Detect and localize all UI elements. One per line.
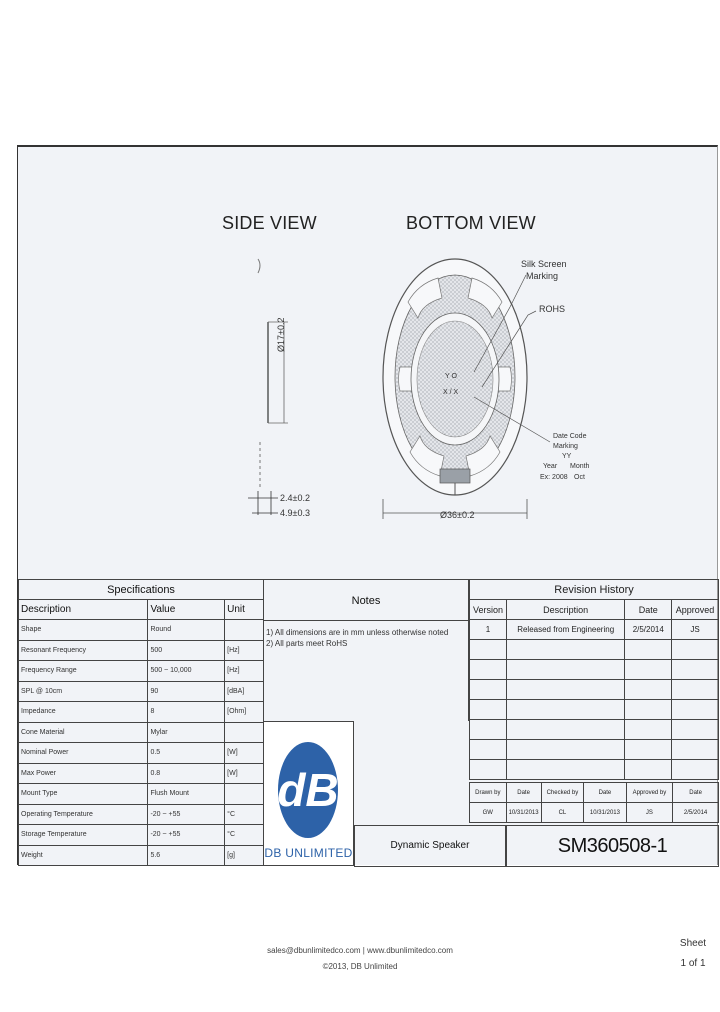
spec-cell-description: Weight: [19, 845, 148, 866]
sheet-label: Sheet: [679, 938, 707, 949]
rev-header-version: Version: [470, 600, 507, 620]
spec-cell-value: Round: [148, 620, 225, 641]
revision-cell-description: [506, 760, 624, 780]
revision-cell-approved: [672, 720, 719, 740]
revision-cell-date: [625, 640, 672, 660]
checked-date-value: 10/31/2013: [584, 803, 626, 823]
spec-cell-unit: [W]: [225, 763, 264, 784]
spec-cell-unit: [225, 722, 264, 743]
revision-cell-version: [470, 640, 507, 660]
bottom-diameter-dim: Ø36±0.2: [440, 510, 475, 520]
revision-cell-approved: [672, 760, 719, 780]
spec-cell-value: 500 ~ 10,000: [148, 661, 225, 682]
part-number: SM360508-1: [506, 825, 719, 867]
revision-cell-description: [506, 680, 624, 700]
spec-cell-description: Storage Temperature: [19, 825, 148, 846]
revision-cell-description: Released from Engineering: [506, 620, 624, 640]
revision-cell-description: [506, 700, 624, 720]
spec-cell-description: Cone Material: [19, 722, 148, 743]
revision-row: [470, 760, 719, 780]
month-label: Month: [570, 463, 590, 470]
footer-contact: sales@dbunlimitedco.com | www.dbunlimitedco.com: [267, 946, 453, 955]
drawing-sheet: [17, 145, 718, 865]
revision-cell-date: [625, 720, 672, 740]
revision-cell-approved: [672, 660, 719, 680]
revision-cell-version: [470, 740, 507, 760]
revision-cell-date: [625, 680, 672, 700]
revision-cell-date: [625, 740, 672, 760]
spec-cell-unit: °C: [225, 804, 264, 825]
revision-cell-approved: [672, 640, 719, 660]
spec-cell-unit: °C: [225, 825, 264, 846]
spec-cell-description: Resonant Frequency: [19, 640, 148, 661]
spec-row: [19, 763, 264, 784]
date-code-marking-label: Marking: [553, 443, 578, 450]
footer-copyright: ©2013, DB Unlimited: [322, 962, 398, 971]
mark-row1: Y O: [445, 373, 457, 380]
spec-row: [19, 620, 264, 641]
spec-cell-value: 5.6: [148, 845, 225, 866]
sheet-value: 1 of 1: [680, 958, 706, 969]
checked-date-label: Date: [584, 783, 626, 803]
revision-cell-approved: [672, 680, 719, 700]
spec-cell-description: Shape: [19, 620, 148, 641]
silk-screen-label: Silk Screen: [521, 259, 567, 269]
spec-cell-value: Mylar: [148, 722, 225, 743]
revision-row: [470, 620, 719, 640]
spec-row: [19, 661, 264, 682]
spec-cell-description: Operating Temperature: [19, 804, 148, 825]
revision-cell-date: 2/5/2014: [625, 620, 672, 640]
spec-cell-value: 90: [148, 681, 225, 702]
revision-row: [470, 720, 719, 740]
bottom-view-title: BOTTOM VIEW: [406, 213, 536, 233]
checked-by-value: CL: [541, 803, 584, 823]
spec-row: [19, 784, 264, 805]
logo-box: [263, 721, 354, 866]
revision-cell-version: [470, 660, 507, 680]
spec-row: [19, 743, 264, 764]
spec-cell-unit: [225, 620, 264, 641]
approved-by-label: Approved by: [626, 783, 672, 803]
spec-cell-description: Nominal Power: [19, 743, 148, 764]
spec-header-description: Description: [19, 600, 148, 620]
spec-cell-value: 500: [148, 640, 225, 661]
logo-brand-name: DB UNLIMITED: [264, 846, 353, 860]
spec-cell-value: -20 ~ +55: [148, 825, 225, 846]
revision-cell-description: [506, 660, 624, 680]
spec-header-unit: Unit: [225, 600, 264, 620]
rev-header-approved: Approved: [672, 600, 719, 620]
spec-cell-value: 0.5: [148, 743, 225, 764]
spec-cell-value: Flush Mount: [148, 784, 225, 805]
revision-row: [470, 680, 719, 700]
side-profile-top: [258, 259, 260, 273]
example-year: Ex: 2008: [540, 474, 568, 481]
revision-cell-version: [470, 700, 507, 720]
revision-cell-date: [625, 660, 672, 680]
spec-cell-description: Frequency Range: [19, 661, 148, 682]
side-diameter-dim: Ø17±0.2: [276, 317, 286, 352]
spec-row: [19, 702, 264, 723]
spec-cell-description: Impedance: [19, 702, 148, 723]
notes-title: Notes: [263, 579, 469, 621]
spec-row: [19, 681, 264, 702]
spec-cell-unit: [g]: [225, 845, 264, 866]
revision-row: [470, 700, 719, 720]
bottom-view-drawing: [378, 247, 558, 527]
approved-date-label: Date: [673, 783, 719, 803]
spec-cell-value: -20 ~ +55: [148, 804, 225, 825]
revision-row: [470, 740, 719, 760]
revision-cell-date: [625, 760, 672, 780]
mark-row2: X / X: [443, 389, 459, 396]
revision-cell-version: 1: [470, 620, 507, 640]
signoff-table: [469, 782, 719, 823]
approved-date-value: 2/5/2014: [673, 803, 719, 823]
revision-cell-version: [470, 720, 507, 740]
revision-cell-version: [470, 680, 507, 700]
revision-cell-approved: JS: [672, 620, 719, 640]
revision-cell-description: [506, 720, 624, 740]
checked-by-label: Checked by: [541, 783, 584, 803]
revision-row: [470, 640, 719, 660]
spec-cell-description: Max Power: [19, 763, 148, 784]
revision-cell-description: [506, 640, 624, 660]
revision-row: [470, 660, 719, 680]
spec-row: [19, 722, 264, 743]
spec-cell-value: 0.8: [148, 763, 225, 784]
note-item: 2) All parts meet RoHS: [266, 639, 348, 648]
spec-cell-value: 8: [148, 702, 225, 723]
date-code-label: Date Code: [553, 433, 587, 440]
spec-cell-unit: [Hz]: [225, 640, 264, 661]
revision-cell-approved: [672, 740, 719, 760]
side-view-title: SIDE VIEW: [222, 213, 317, 233]
drawn-date-value: 10/31/2013: [506, 803, 541, 823]
example-month: Oct: [574, 474, 585, 481]
drawn-by-value: GW: [470, 803, 507, 823]
side-height2-dim: 4.9±0.3: [280, 508, 310, 518]
revision-cell-date: [625, 700, 672, 720]
note-item: 1) All dimensions are in mm unless otherwise noted: [266, 628, 449, 637]
revision-history-table: [469, 579, 719, 780]
spec-cell-unit: [dBA]: [225, 681, 264, 702]
spec-row: [19, 845, 264, 866]
specifications-title: Specifications: [19, 580, 264, 600]
approved-by-value: JS: [626, 803, 672, 823]
spec-row: [19, 804, 264, 825]
revision-cell-approved: [672, 700, 719, 720]
drawn-date-label: Date: [506, 783, 541, 803]
notes-body: [263, 621, 469, 721]
spec-cell-description: Mount Type: [19, 784, 148, 805]
side-height1-dim: 2.4±0.2: [280, 493, 310, 503]
spec-row: [19, 825, 264, 846]
spec-cell-unit: [225, 784, 264, 805]
spec-cell-unit: [Hz]: [225, 661, 264, 682]
side-view-drawing: [238, 247, 328, 527]
revision-title: Revision History: [470, 580, 719, 600]
revision-cell-description: [506, 740, 624, 760]
specifications-table: [18, 579, 264, 866]
logo-monogram: dB: [277, 764, 339, 816]
revision-cell-version: [470, 760, 507, 780]
spec-cell-description: SPL @ 10cm: [19, 681, 148, 702]
rev-header-date: Date: [625, 600, 672, 620]
silk-screen-marking-label: Marking: [526, 271, 559, 281]
revision-rows: [470, 620, 719, 780]
date-code-yy: YY: [562, 453, 572, 460]
spec-rows: [19, 620, 264, 866]
spec-cell-unit: [Ohm]: [225, 702, 264, 723]
rohs-label: ROHS: [539, 304, 566, 314]
drawn-by-label: Drawn by: [470, 783, 507, 803]
year-label: Year: [543, 463, 558, 470]
spec-header-value: Value: [148, 600, 225, 620]
terminal-pads: [440, 469, 470, 483]
part-name: Dynamic Speaker: [354, 825, 506, 867]
db-logo: [264, 722, 353, 865]
spec-cell-unit: [W]: [225, 743, 264, 764]
spec-row: [19, 640, 264, 661]
rev-header-description: Description: [506, 600, 624, 620]
